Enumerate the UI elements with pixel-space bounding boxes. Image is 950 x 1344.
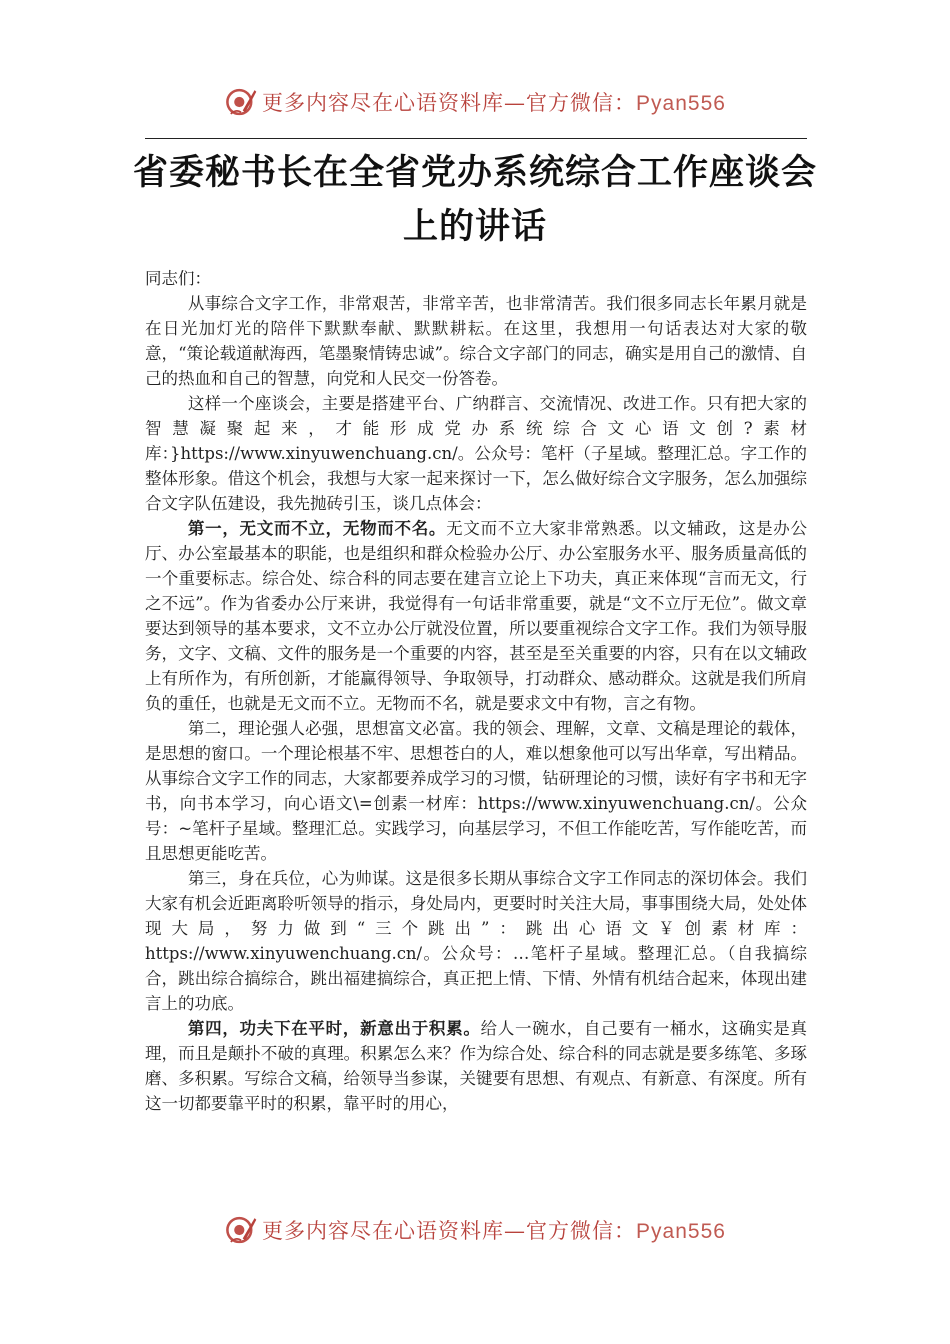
header-wechat-id: Pyan556 — [636, 92, 726, 115]
header-divider — [145, 138, 807, 139]
footer-banner-text: 更多内容尽在心语资料库—官方微信：Pyan556 — [262, 1219, 726, 1243]
document-title: 省委秘书长在全省党办系统综合工作座谈会上的讲话 — [132, 153, 817, 247]
header-banner — [0, 82, 950, 122]
paragraph-5: 第三，身在兵位，心为帅谋。这是很多长期从事综合文字工作同志的深切体会。我们大家有机会近距离聆听领导的指示，身处局内，更要时时关注大局，事事围绕大局，处处体现大局，努力做到“三个跳出”：跳出心语文￥创素材库：https://www.xinyuwenchuang.cn/。公众号：…笔杆子星域。整理汇总。（自我搞综合，跳出综合搞综合，跳出福建搞综合，真正把上情、下情、外情有机结合起来，体现出建言上的功底。 — [145, 869, 807, 1013]
paragraph-6: 第四，功夫下在平时，新意出于积累。给人一碗水，自己要有一桶水，这确实是真理，而且是颠扑不破的真理。积累怎么来？作为综合处、综合科的同志就是要多练笔、多琢磨、多积累。写综合文稿，给领导当参谋，关键要有思想、有观点、有新意、有深度。所有这一切都要靠平时的积累，靠平时的用心， — [145, 1019, 808, 1113]
paragraph-3-heading: 第一，无文而不立，无物而不名。 — [187, 519, 447, 538]
footer-wechat-id: Pyan556 — [636, 1220, 726, 1243]
paragraph-2: 这样一个座谈会，主要是搭建平台、广纳群言、交流情况、改进工作。只有把大家的智慧凝聚起来，才能形成党办系统综合文心语文创?素材库：}https://www.xinyuwenchuang.cn/。公众号：笔杆（子星域。整理汇总。字工作的整体形象。借这个机会，我想与大家一起来探讨一下，怎么做好综合文字服务，怎么加强综合文字队伍建设，我先抛砖引玉，谈几点体会： — [145, 394, 807, 513]
pen-logo-icon — [224, 1213, 258, 1247]
paragraph-1: 从事综合文字工作，非常艰苦，非常辛苦，也非常清苦。我们很多同志长年累月就是在日光加灯光的陪伴下默默奉献、默默耕耘。在这里，我想用一句话表达对大家的敬意，“策论载道献海西，笔墨聚情铸忠诚”。综合文字部门的同志，确实是用自己的激情、自己的热血和自己的智慧，向党和人民交一份答卷。 — [145, 294, 807, 388]
pen-logo-icon — [224, 85, 258, 119]
header-banner-text: 更多内容尽在心语资料库—官方微信：Pyan556 — [262, 91, 726, 115]
document-body — [145, 266, 807, 1116]
salutation: 同志们： — [145, 269, 211, 288]
paragraph-6-heading: 第四，功夫下在平时，新意出于积累。 — [187, 1019, 481, 1038]
footer-banner — [0, 1210, 950, 1250]
paragraph-4: 第二，理论强人必强，思想富文必富。我的领会、理解，文章、文稿是理论的载体，是思想的窗口。一个理论根基不牢、思想苍白的人，难以想象他可以写出华章，写出精品。从事综合文字工作的同志，大家都要养成学习的习惯，钻研理论的习惯，读好有字书和无字书，向书本学习，向心语文\=创素一材库：https://www.xinyuwenchuang.cn/。公众号：~笔杆子星域。整理汇总。实践学习，向基层学习，不但工作能吃苦，写作能吃苦，而且思想更能吃苦。 — [145, 719, 807, 863]
paragraph-3: 第一，无文而不立，无物而不名。无文而不立大家非常熟悉。以文辅政，这是办公厅、办公室最基本的职能，也是组织和群众检验办公厅、办公室服务水平、服务质量高低的一个重要标志。综合处、综合科的同志要在建言立论上下功夫，真正来体现“言而无文，行之不远”。作为省委办公厅来讲，我觉得有一句话非常重要，就是“文不立厅无位”。做文章要达到领导的基本要求，文不立办公厅就没位置，所以要重视综合文字工作。我们为领导服务，文字、文稿、文件的服务是一个重要的内容，甚至是至关重要的内容，只有在以文辅政上有所作为，有所创新，才能赢得领导、争取领导，打动群众、感动群众。这就是我们所肩负的重任，也就是无文而不立。无物而不名，就是要求文中有物，言之有物。 — [145, 519, 808, 713]
